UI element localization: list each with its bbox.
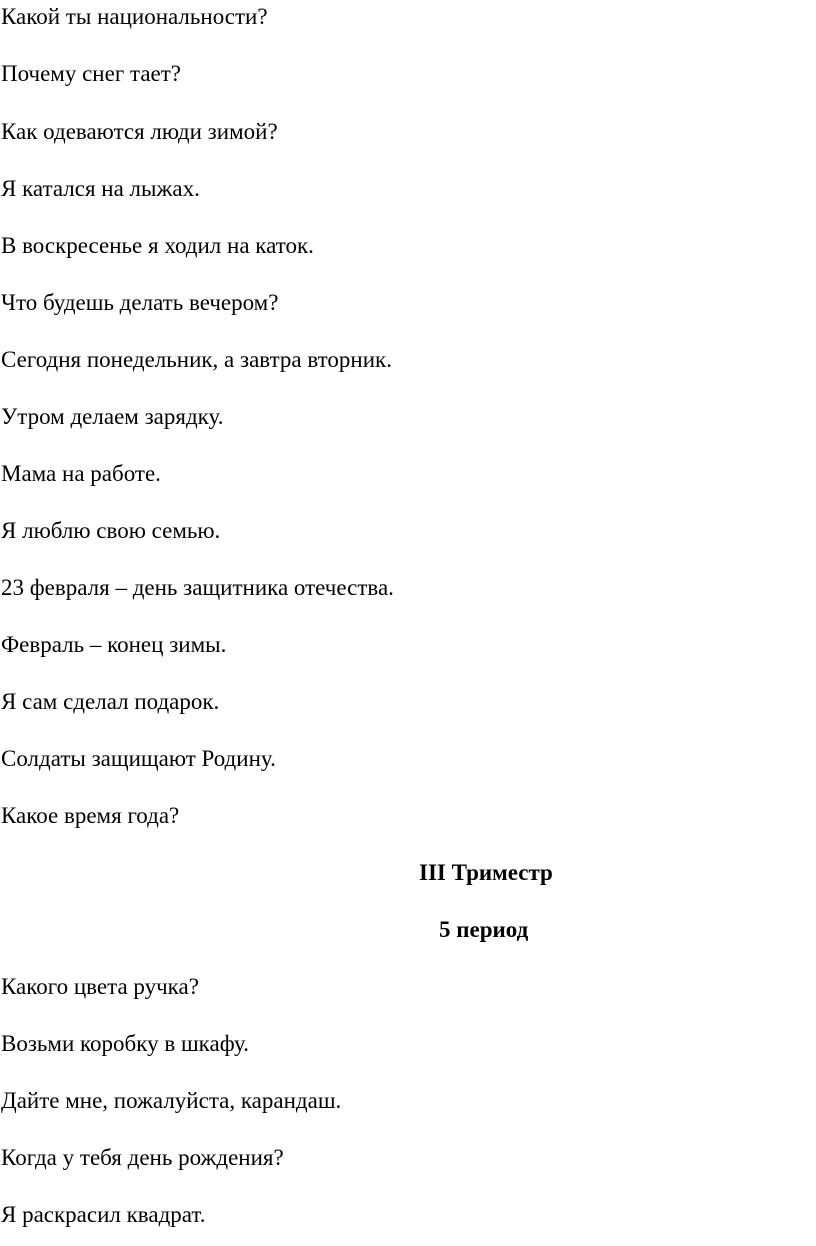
trimester-heading: III Триместр [419, 860, 553, 885]
sentence-line: Почему снег тает? [1, 61, 182, 86]
period-heading: 5 период [439, 917, 529, 942]
sentence-line: Как одеваются люди зимой? [1, 119, 278, 144]
sentence-line: Февраль – конец зимы. [1, 632, 227, 657]
sentence-line: Я сам сделал подарок. [1, 689, 220, 714]
sentence-line: Что будешь делать вечером? [1, 290, 279, 315]
sentence-line: Солдаты защищают Родину. [1, 746, 276, 771]
sentence-line: Какое время года? [1, 803, 180, 828]
sentence-line: Утром делаем зарядку. [1, 404, 224, 429]
sentence-line: Я катался на лыжах. [1, 176, 200, 201]
sentence-line: Когда у тебя день рождения? [1, 1145, 284, 1170]
sentence-line: Какой ты национальности? [1, 4, 268, 29]
sentence-line: 23 февраля – день защитника отечества. [1, 575, 394, 600]
sentence-line: Дайте мне, пожалуйста, карандаш. [1, 1088, 342, 1113]
sentence-line: Я раскрасил квадрат. [1, 1202, 206, 1227]
sentence-line: В воскресенье я ходил на каток. [1, 233, 314, 258]
sentence-line: Какого цвета ручка? [1, 974, 199, 999]
sentence-line: Возьми коробку в шкафу. [1, 1031, 249, 1056]
sentence-line: Мама на работе. [1, 461, 161, 486]
sentence-line: Сегодня понедельник, а завтра вторник. [1, 347, 392, 372]
sentence-line: Я люблю свою семью. [1, 518, 221, 543]
